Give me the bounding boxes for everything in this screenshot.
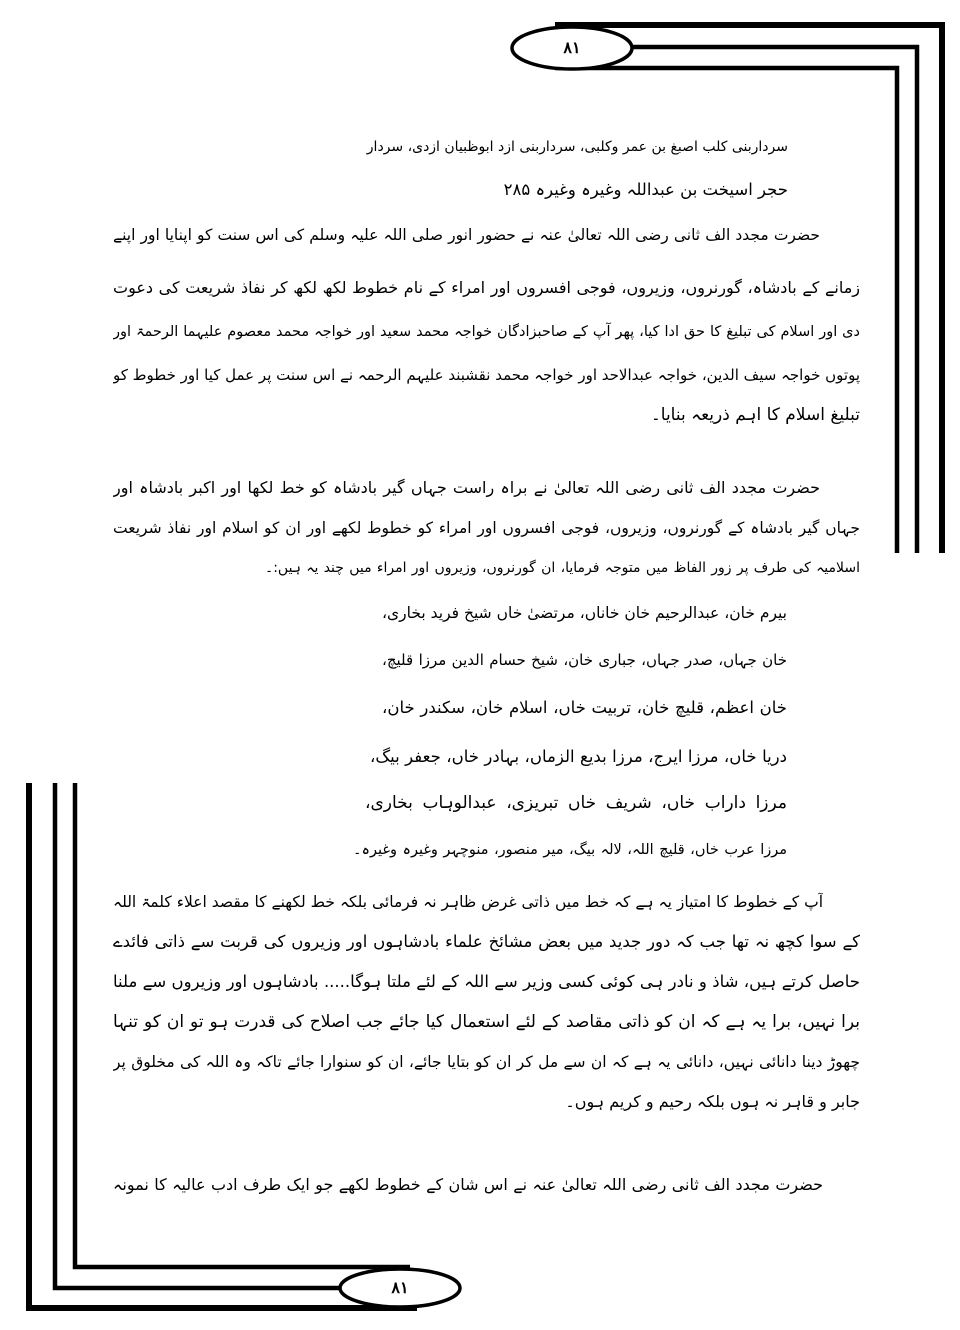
- paragraph-line: اسلامیہ کی طرف پر زور الفاظ میں متوجہ فرمایا، ان گورنروں، وزیروں اور امراء میں چند یہ ہیں:۔: [265, 560, 860, 576]
- heading-line: سرداربنی کلب اصبغ بن عمر وکلبی، سرداربنی ازد ابوظبیان ازدی، سردار: [366, 139, 788, 155]
- paragraph-line: جابر و قاہر نہ ہوں بلکہ رحیم و کریم ہوں۔: [565, 1092, 860, 1111]
- paragraph-line: کے سوا کچھ نہ تھا جب کہ دور جدید میں بعض مشائخ علماء بادشاہوں اور وزیروں کی قربت سے ذاتی فائدے: [113, 932, 860, 951]
- names-list-line: دریا خاں، مرزا ایرج، مرزا بدیع الزماں، بہادر خاں، جعفر بیگ،: [370, 747, 787, 766]
- paragraph-line: پوتوں خواجہ سیف الدین، خواجہ عبدالاحد اور خواجہ محمد نقشبند علیہم الرحمہ نے اس سنت پر عمل کیا اور خطوط کو: [113, 366, 860, 384]
- paragraph-line: چھوڑ دینا دانائی نہیں، دانائی یہ ہے کہ ان سے مل کر ان کو بتایا جائے، ان کو سنوارا جائے تاکہ وہ اللہ کی مخلوق پر: [113, 1053, 860, 1071]
- paragraph-line: آپ کے خطوط کا امتیاز یہ ہے کہ خط میں ذاتی غرض ظاہر نہ فرمائی بلکہ خط لکھنے کا مقصد اعلاء کلمۃ اللہ: [113, 893, 823, 911]
- paragraph-line: جہاں گیر بادشاہ کے گورنروں، وزیروں، فوجی افسروں اور امراء کو خطوط لکھے اور ان کو اسلام اور نفاذ شریعت: [113, 519, 860, 537]
- heading-line: حجر اسیخت بن عبداللہ وغیرہ وغیرہ ۲۸۵: [503, 180, 788, 199]
- paragraph-line: حضرت مجدد الف ثانی رضی اللہ تعالیٰ نے براہ راست جہاں گیر بادشاہ کو خط لکھا اور اکبر بادشاہ اور: [113, 478, 820, 497]
- paragraph-line: زمانے کے بادشاہ، گورنروں، وزیروں، فوجی افسروں اور امراء کے نام خطوط لکھ لکھ کر نفاذ شریعت کی دعوت: [113, 278, 860, 297]
- names-list-line: خان جہاں، صدر جہاں، جباری خان، شیخ حسام الدین مرزا قلیچ،: [382, 651, 787, 669]
- paragraph-line: دی اور اسلام کی تبلیغ کا حق ادا کیا، پھر آپ کے صاحبزادگان خواجہ محمد سعید اور خواجہ محمد معصوم علیہما الرحمۃ اور: [113, 324, 860, 340]
- paragraph-line: حضرت مجدد الف ثانی رضی اللہ تعالیٰ عنہ نے حضور انور صلی اللہ علیہ وسلم کی اس سنت کو اپنایا اور اپنے: [113, 226, 820, 244]
- paragraph-line: برا نہیں، برا یہ ہے کہ ان کو ذاتی مقاصد کے لئے استعمال کیا جائے جب اصلاح کی قدرت ہو تو ان کو تنہا: [113, 1012, 860, 1032]
- names-list-line: مرزا عرب خاں، قلیچ اللہ، لالہ بیگ، میر منصور، منوچہر وغیرہ وغیرہ۔: [353, 842, 787, 858]
- names-list-line: بیرم خان، عبدالرحیم خان خاناں، مرتضیٰ خاں شیخ فرید بخاری،: [382, 604, 787, 622]
- paragraph-line: حاصل کرتے ہیں، شاذ و نادر ہی کوئی کسی وزیر سے اللہ کے لئے ملتا ہوگا..... بادشاہوں اور وزیروں سے ملنا: [113, 972, 860, 991]
- page-number-top: ۸۱: [563, 38, 581, 57]
- paragraph-line: تبلیغ اسلام کا اہم ذریعہ بنایا۔: [650, 405, 860, 425]
- names-list-line: خان اعظم، قلیچ خان، تربیت خاں، اسلام خان، سکندر خان،: [382, 698, 787, 717]
- page-number-bottom: ۸۱: [391, 1278, 409, 1297]
- paragraph-line: حضرت مجدد الف ثانی رضی اللہ تعالیٰ عنہ نے اس شان کے خطوط لکھے جو ایک طرف ادب عالیہ کا نمونہ: [113, 1175, 823, 1194]
- names-list-line: مرزا داراب خاں، شریف خاں تبریزی، عبدالوہاب بخاری،: [365, 793, 787, 813]
